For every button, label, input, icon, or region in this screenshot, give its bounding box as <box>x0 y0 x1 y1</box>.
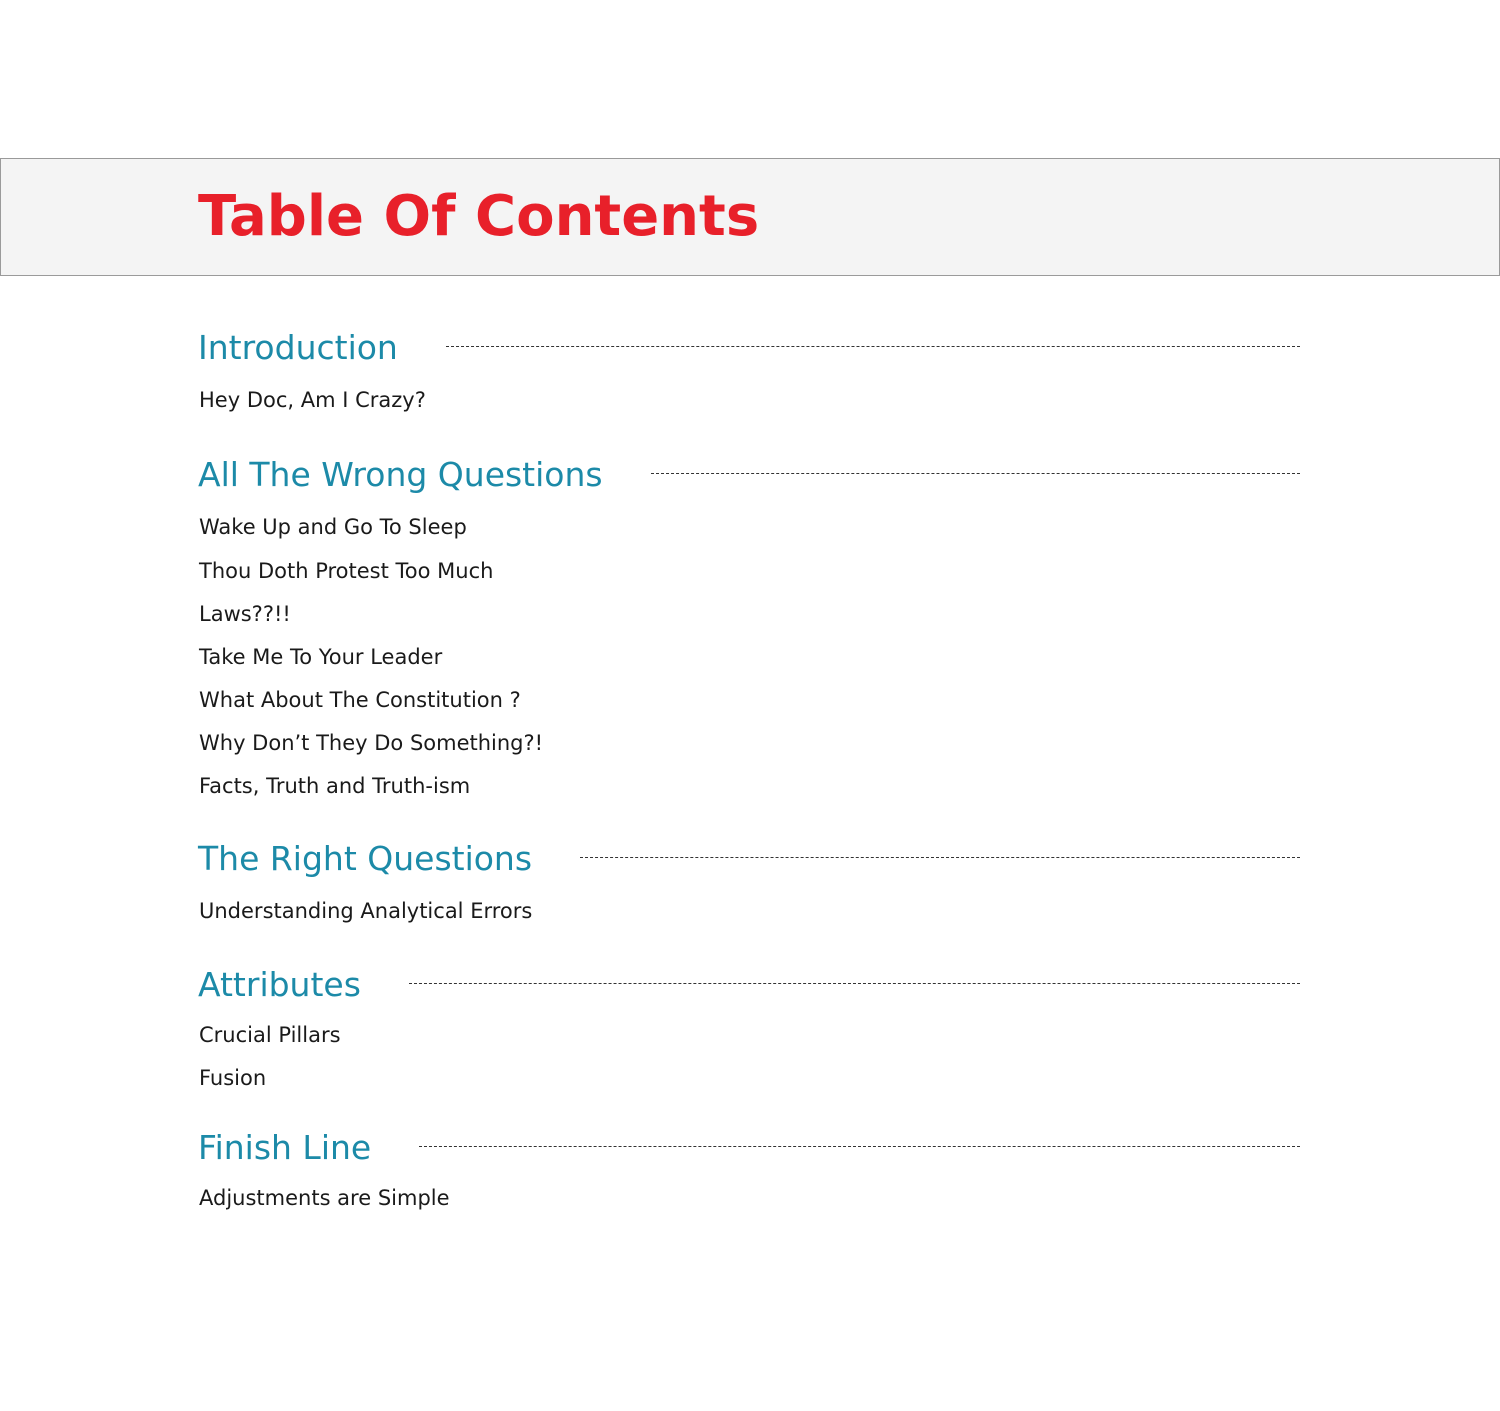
toc-entry: Hey Doc, Am I Crazy? <box>199 388 426 412</box>
toc-entry: Fusion <box>199 1066 267 1090</box>
section-all-the-wrong-questions <box>198 450 1300 500</box>
toc-entry: Take Me To Your Leader <box>199 645 443 669</box>
section-title: The Right Questions <box>198 839 533 878</box>
dotted-leader <box>409 983 1300 984</box>
section-title: Introduction <box>198 328 398 367</box>
dotted-leader <box>446 346 1300 347</box>
section-finish-line <box>198 1123 1300 1173</box>
section-title: Finish Line <box>198 1128 372 1167</box>
toc-entry: Thou Doth Protest Too Much <box>199 559 494 583</box>
toc-entry: Why Don’t They Do Something?! <box>199 731 544 755</box>
dotted-leader <box>419 1146 1300 1147</box>
page-title: Table Of Contents <box>198 184 760 249</box>
toc-entry: Laws??!! <box>199 602 291 626</box>
toc-entry: What About The Constitution ? <box>199 688 521 712</box>
toc-entry: Adjustments are Simple <box>199 1186 450 1210</box>
section-attributes <box>198 960 1300 1010</box>
toc-entry: Wake Up and Go To Sleep <box>199 515 467 539</box>
dotted-leader <box>651 473 1300 474</box>
dotted-leader <box>580 857 1300 858</box>
toc-entry: Crucial Pillars <box>199 1023 341 1047</box>
toc-entry: Facts, Truth and Truth-ism <box>199 774 471 798</box>
section-title: Attributes <box>198 965 361 1004</box>
section-the-right-questions <box>198 834 1300 884</box>
toc-entry: Understanding Analytical Errors <box>199 899 533 923</box>
section-introduction <box>198 323 1300 373</box>
section-title: All The Wrong Questions <box>198 455 603 494</box>
